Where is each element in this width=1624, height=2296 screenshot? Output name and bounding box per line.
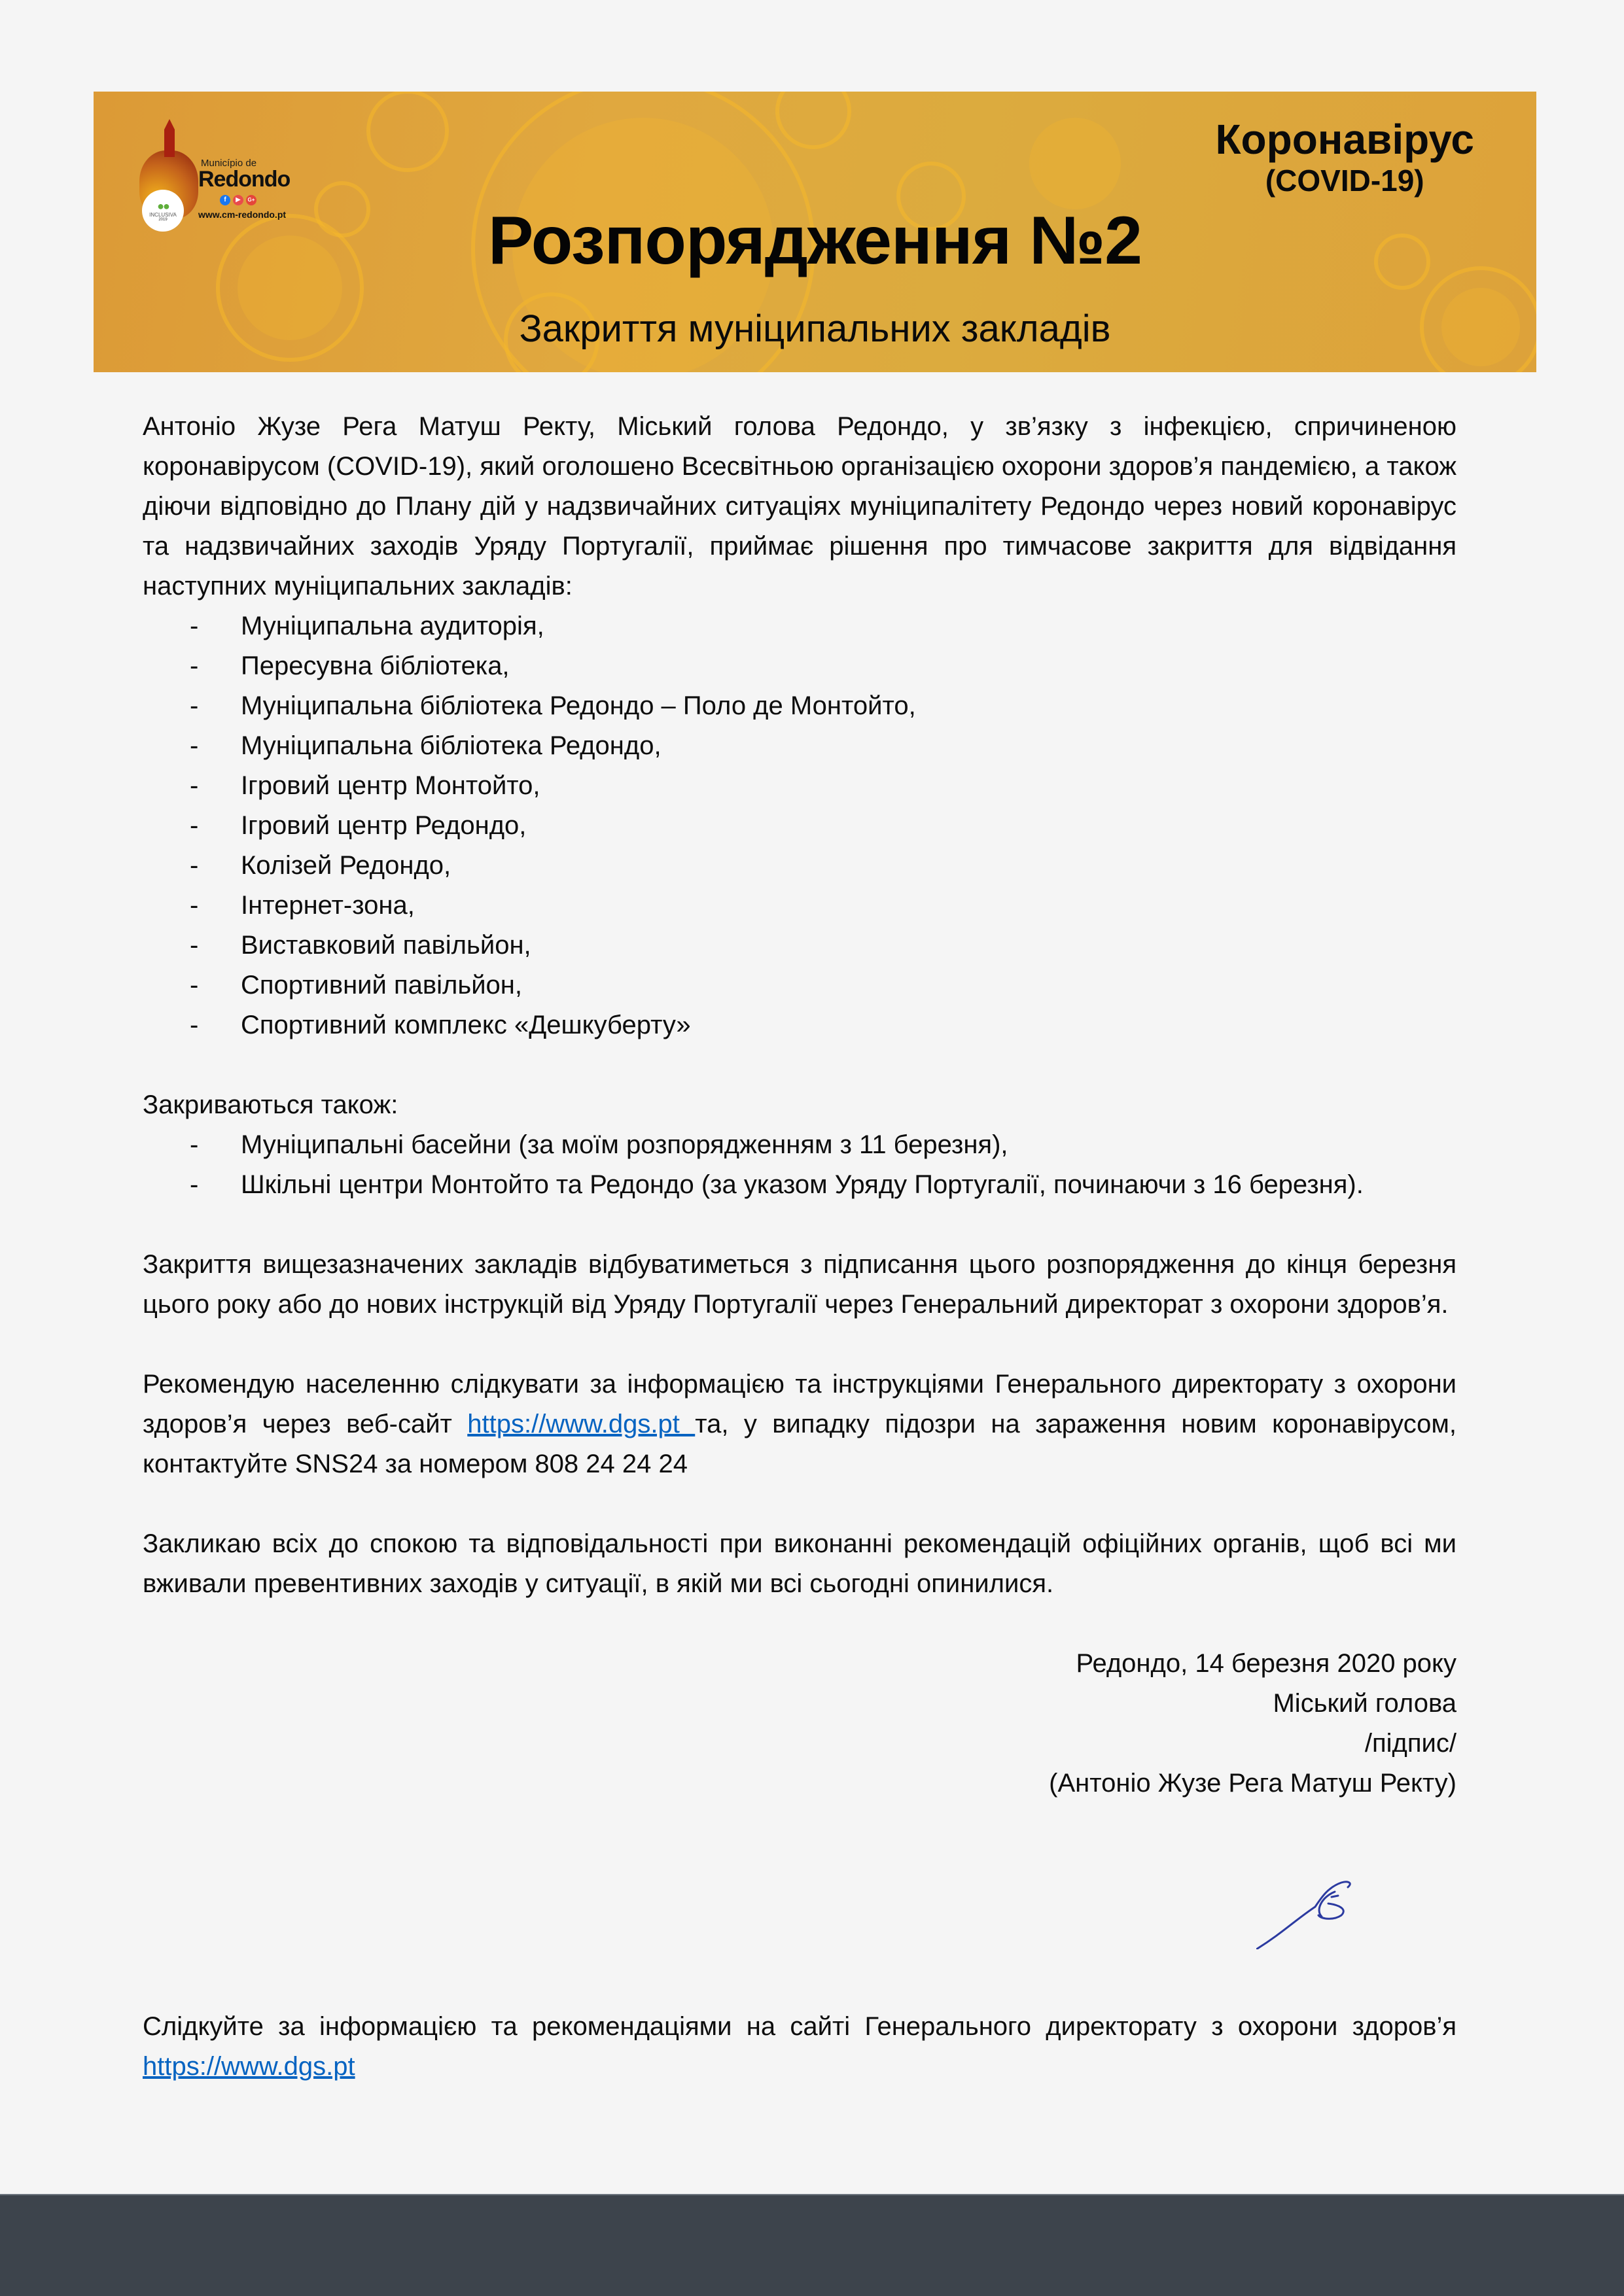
also-closed-list bbox=[143, 1125, 1456, 1205]
duration-paragraph: Закриття вищезазначених закладів відбуватиметься з підписання цього розпорядження до кінця березня цього року або до нових інструкцій від Уряду Португалії через Генеральний директорат з охорони здоров’я. bbox=[143, 1250, 1456, 1319]
list-item: - Виставковий павільйон, bbox=[143, 926, 1456, 965]
footer-bar bbox=[0, 2194, 1624, 2296]
tower-emblem-icon bbox=[164, 130, 175, 157]
recommendation-text-continued: та, у випадку підозри на зараження новим коронавірусом, контактуйте SNS24 за номером 808 24 24 24 bbox=[143, 1410, 1456, 1478]
spacer bbox=[143, 1604, 1456, 1644]
list-item: - Колізей Редондо, bbox=[143, 846, 1456, 886]
badge-label: INCLUSIVA bbox=[149, 211, 177, 218]
people-icon: ●● bbox=[157, 199, 169, 213]
signer-position: Міський голова bbox=[1273, 1689, 1456, 1718]
place-date: Редондо, 14 березня 2020 року bbox=[1076, 1649, 1456, 1678]
list-item: - Спортивний павільйон, bbox=[143, 965, 1456, 1005]
recommendation-paragraph bbox=[143, 1365, 1456, 1484]
spacer bbox=[143, 1325, 1456, 1365]
municipio-label: Município de bbox=[201, 158, 257, 169]
list-item: - Муніципальна бібліотека Редондо – Поло де Монтойто, bbox=[143, 686, 1456, 726]
document-body bbox=[143, 407, 1456, 1803]
signed-marker: /підпис/ bbox=[1364, 1729, 1456, 1758]
municipality-name: Redondo bbox=[198, 167, 291, 192]
recommendation-text: Рекомендую населенню слідкувати за інформацією та інструкціями Генерального директорату з охорони здоров’я через веб-сайт bbox=[143, 1370, 1456, 1438]
list-item: - Муніципальна аудиторія, bbox=[143, 606, 1456, 646]
topic-heading bbox=[1215, 114, 1474, 197]
list-item: - Муніципальна бібліотека Редондо, bbox=[143, 726, 1456, 766]
list-item: - Ігровий центр Монтойто, bbox=[143, 766, 1456, 806]
list-item: - Пересувна бібліотека, bbox=[143, 646, 1456, 686]
topic-subtitle: (COVID-19) bbox=[1265, 164, 1424, 198]
footer-note-text: Слідкуйте за інформацією та рекомендаціями на сайті Генерального директорату з охорони здоров’я bbox=[143, 2012, 1456, 2041]
also-closed-heading: Закриваються також: bbox=[143, 1090, 398, 1119]
dgs-footer-link[interactable]: https://www.dgs.pt bbox=[143, 2052, 355, 2081]
intro-paragraph: Антоніо Жузе Рега Матуш Ректу, Міський голова Редондо, у зв’язку з інфекцією, спричиненою коронавірусом (COVID-19), який оголошено Всесвітньою організацією охорони здоров’я пандемією, а також діючи відповідно до Плану дій у надзвичайних ситуаціях муніципалітету Редондо через новий коронавірус та надзвичайних заходів Уряду Португалії, приймає рішення про тимчасове закриття для відвідання наступних муніципальних закладів: bbox=[143, 412, 1456, 600]
list-item: - Ігровий центр Редондо, bbox=[143, 806, 1456, 846]
spacer bbox=[143, 1205, 1456, 1245]
footer-note bbox=[143, 2007, 1456, 2087]
facilities-list bbox=[143, 606, 1456, 1045]
municipality-website[interactable]: www.cm-redondo.pt bbox=[198, 209, 287, 220]
badge-year: 2019 bbox=[158, 217, 168, 222]
dgs-link[interactable]: https://www.dgs.pt bbox=[467, 1410, 696, 1438]
signer-name: (Антоніо Жузе Рега Матуш Ректу) bbox=[1049, 1769, 1456, 1798]
header-banner bbox=[94, 92, 1536, 372]
signature-block bbox=[143, 1644, 1456, 1803]
list-item: - Муніципальні басейни (за моїм розпорядженням з 11 березня), bbox=[143, 1125, 1456, 1165]
facebook-icon[interactable]: f bbox=[220, 195, 230, 205]
list-item: - Шкільні центри Монтойто та Редондо (за указом Уряду Португалії, починаючи з 16 березня). bbox=[143, 1165, 1456, 1205]
appeal-paragraph: Закликаю всіх до спокою та відповідальності при виконанні рекомендацій офіційних органів, щоб всі ми вживали превентивних заходів у ситуації, в якій ми всі сьогодні опинилися. bbox=[143, 1529, 1456, 1598]
handwritten-signature bbox=[1256, 1877, 1374, 1949]
spacer bbox=[143, 1045, 1456, 1085]
list-item: - Інтернет-зона, bbox=[143, 886, 1456, 926]
order-title: Розпорядження №2 bbox=[487, 203, 1142, 279]
youtube-icon[interactable]: ▶ bbox=[233, 195, 243, 205]
topic-title: Коронавірус bbox=[1215, 116, 1474, 163]
list-item: - Спортивний комплекс «Дешкуберту» bbox=[143, 1005, 1456, 1045]
spacer bbox=[143, 1484, 1456, 1524]
google-plus-icon[interactable]: G+ bbox=[246, 195, 256, 205]
order-subtitle: Закриття муніципальних закладів bbox=[519, 307, 1111, 350]
